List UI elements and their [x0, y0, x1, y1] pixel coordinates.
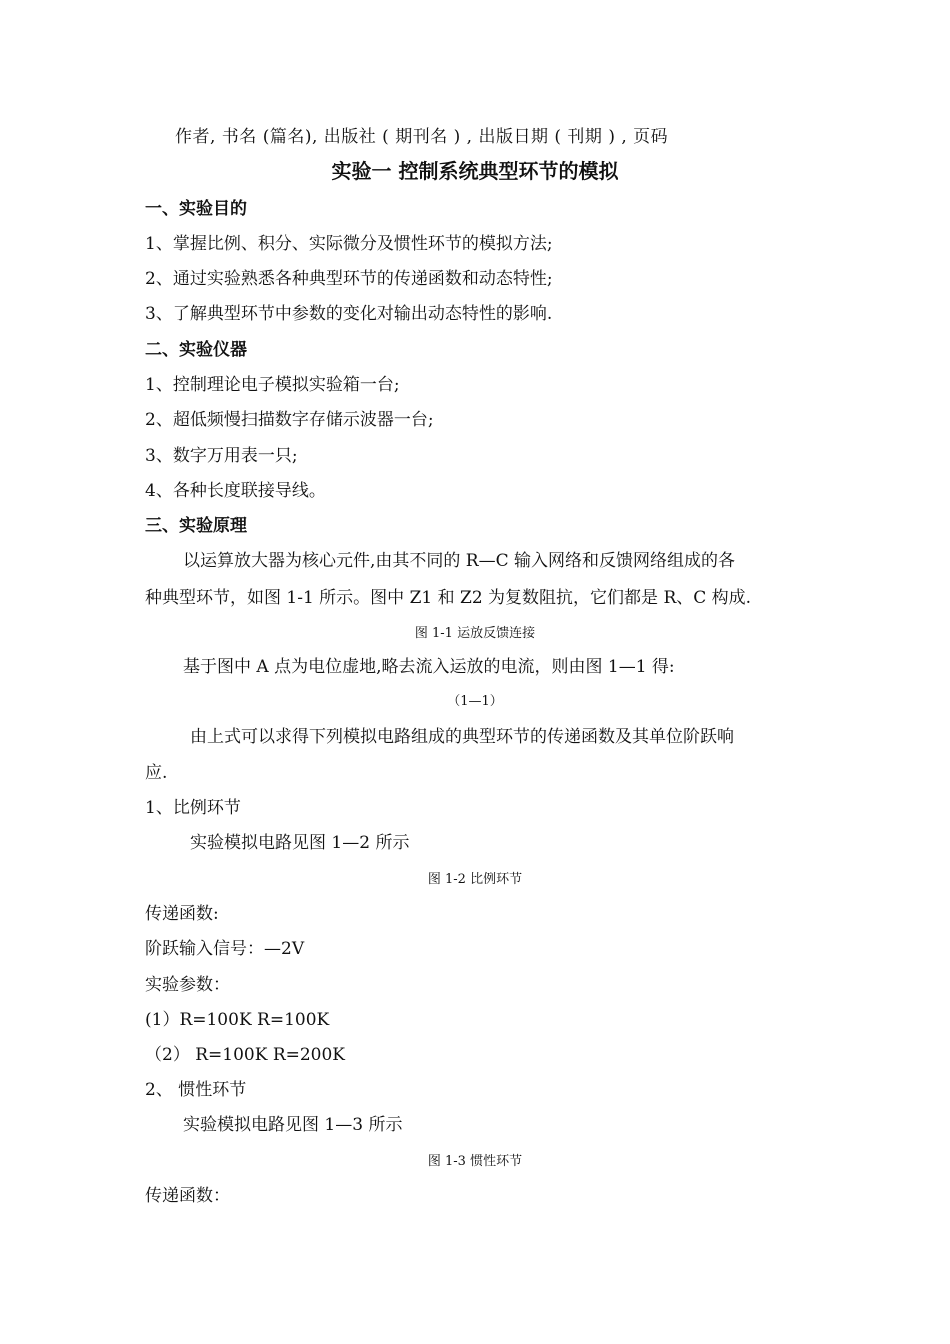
purpose-item-1: 1、掌握比例、积分、实际微分及惯性环节的模拟方法;: [145, 234, 553, 254]
proportional-heading: 1、比例环节: [145, 798, 241, 818]
principle-paragraph-1-line-2: 种典型环节，如图 1-1 所示。图中 Z1 和 Z2 为复数阻抗，它们都是 R、C 构成.: [145, 588, 752, 608]
proportional-params-label: 实验参数：: [145, 975, 230, 995]
purpose-item-2: 2、通过实验熟悉各种典型环节的传递函数和动态特性;: [145, 269, 553, 289]
instrument-item-2: 2、超低频慢扫描数字存储示波器一台;: [145, 410, 434, 430]
page-title: 实验一 控制系统典型环节的模拟: [331, 159, 619, 183]
purpose-item-3: 3、了解典型环节中参数的变化对输出动态特性的影响.: [145, 304, 553, 324]
proportional-step-input: 阶跃输入信号：—2V: [145, 939, 305, 959]
instrument-item-4: 4、各种长度联接导线。: [145, 481, 326, 501]
instrument-item-1: 1、控制理论电子模拟实验箱一台;: [145, 375, 400, 395]
proportional-transfer-function: 传递函数:: [145, 904, 219, 924]
figure-1-3-caption: 图 1-3 惯性环节: [427, 1154, 523, 1169]
proportional-circuit-note: 实验模拟电路见图 1—2 所示: [190, 833, 410, 853]
citation-line: 作者, 书名 (篇名), 出版社 ( 期刊名 ) , 出版日期 ( 刊期 ) , 页码: [175, 127, 669, 147]
section-heading-purpose: 一、实验目的: [145, 199, 247, 219]
principle-paragraph-1-line-1: 以运算放大器为核心元件,由其不同的 R—C 输入网络和反馈网络组成的各: [183, 551, 736, 571]
figure-1-1-caption: 图 1-1 运放反馈连接: [414, 626, 536, 641]
figure-1-2-caption: 图 1-2 比例环节: [427, 872, 523, 887]
proportional-param-2: （2） R=100K R=200K: [145, 1045, 346, 1065]
principle-paragraph-3-line-2: 应.: [145, 763, 168, 783]
principle-paragraph-3-line-1: 由上式可以求得下列模拟电路组成的典型环节的传递函数及其单位阶跃响: [190, 727, 734, 747]
inertial-heading: 2、 惯性环节: [145, 1080, 247, 1100]
proportional-param-1: (1）R=100K R=100K: [145, 1010, 330, 1030]
section-heading-principle: 三、实验原理: [145, 516, 247, 536]
inertial-circuit-note: 实验模拟电路见图 1—3 所示: [183, 1115, 403, 1135]
inertial-transfer-function: 传递函数：: [145, 1186, 230, 1206]
equation-label: （1—1）: [447, 694, 503, 709]
section-heading-instruments: 二、实验仪器: [145, 340, 247, 360]
instrument-item-3: 3、数字万用表一只;: [145, 446, 298, 466]
principle-paragraph-2: 基于图中 A 点为电位虚地,略去流入运放的电流，则由图 1—1 得:: [183, 657, 675, 677]
